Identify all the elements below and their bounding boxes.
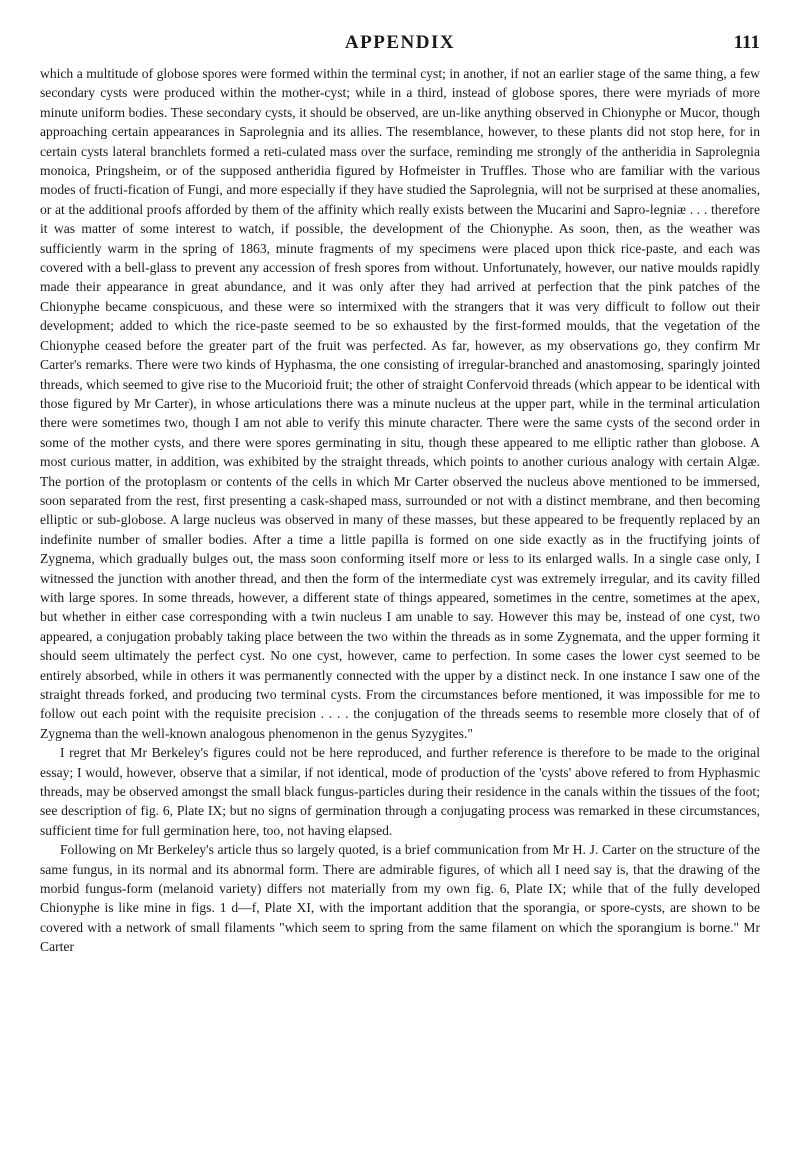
- paragraph: which a multitude of globose spores were formed within the terminal cyst; in another, if not an earlier stage of the same thing, a few secondary cysts were produced within the mother-cyst; while in a third, instead of globose spores, there were myriads of more minute uniform bodies. These secondary cysts, it should be observed, are un-like anything observed in Chionyphe or Mucor, though approaching certain appearances in Saprolegnia and its allies. The resemblance, however, to these plants did not stop here, for in certain cysts lateral branchlets formed a reti-culated mass over the surface, reminding me strongly of the antheridia in Saprolegnia monoica, Pringsheim, or of the supposed antheridia figured by Hofmeister in Truffles. Those who are familiar with the various modes of fructi-fication of Fungi, and more especially if they have studied the Saprolegnia, will not be surprised at these anomalies, or at the additional proofs afforded by them of the affinity which really exists between the Mucarini and Sapro-legniæ . . . therefore it was matter of some interest to watch, if possible, the development of the Chionyphe. As soon, then, as the weather was sufficiently warm in the spring of 1863, minute fragments of my specimens were placed upon thick rice-paste, and each was covered with a bell-glass to prevent any accession of fresh spores from without. Unfortunately, however, our native moulds rapidly made their appearance in great abundance, and it was only after they had arrived at perfection that the pink patches of the Chionyphe became conspicuous, and these were so intermixed with the strangers that it was very difficult to follow out their development; added to which the rice-paste seemed to be so exhausted by the first-formed moulds, that the vegetation of the Chionyphe ceased before the greater part of the fruit was perfected. As far, however, as my observations go, they confirm Mr Carter's remarks. There were two kinds of Hyphasma, the one consisting of irregular-branched and anastomosing, sparingly jointed threads, which seemed to give rise to the Mucorioid fruit; the other of straight Confervoid threads (which appear to be identical with those figured by Mr Carter), in whose articulations there was a minute nucleus at the upper part, while in the terminal articulation there were sometimes two, though I am not able to verify this minute character. There were the same cysts of the second order in some of the mother cysts, and there were spores germinating in situ, though these appeared to me elliptic rather than globose. A most curious matter, in addition, was exhibited by the straight threads, which points to another curious analogy with certain Algæ. The portion of the protoplasm or contents of the cells in which Mr Carter observed the nucleus above mentioned to be immersed, soon separated from the rest, first presenting a cask-shaped mass, surrounded or not with a distinct membrane, and then becoming elliptic or sub-globose. A large nucleus was observed in many of these masses, but these appeared to be frequently replaced by an indefinite number of smaller bodies. After a time a little papilla is formed on one side exactly as in the fructifying joints of Zygnema, which gradually bulges out, the mass soon conforming itself more or less to its enlarged walls. In a single case only, I witnessed the junction with another thread, and then the form of the intermediate cyst was extremely irregular, and its cavity filled with large spores. In some threads, however, a different state of things appeared, sometimes in the centre, sometimes at the apex, but whether in either case corresponding with a twin nucleus I am unable to say. However this may be, instead of one cyst, two appeared, a conjugation probably taking place between the two within the threads as in some Zygnemata, and the upper forming it should seem ultimately the perfect cyst. No one cyst, however, came to perfection. In some cases the lower cyst seemed to be entirely absorbed, while in others it was permanently connected with the upper by a distinct neck. In one instance I saw one of the straight threads forked, and producing two terminal cysts. From the circumstances before mentioned, it was impossible for me to follow out each point with the requisite precision . . . . the conjugation of the threads seems to resemble more closely that of of Zygnema than the well-known analogous phenomenon in the genus Syzygites.": [40, 66, 760, 741]
- paragraph: Following on Mr Berkeley's article thus so largely quoted, is a brief communication from Mr H. J. Carter on the structure of the same fungus, in its normal and its abnormal form. There are admirable figures, of which all I need say is, that the drawing of the morbid fungus-form (melanoid variety) differs not materially from my own fig. 6, Plate IX; while that of the fully developed Chionyphe is like mine in figs. 1 d—f, Plate XI, with the important addition that the sporangia, or spore-cysts, are shown to be covered with a network of small filaments "which seem to spring from the same filament on which the sporangium is borne." Mr Carter: [40, 842, 760, 955]
- running-title: APPENDIX: [344, 32, 456, 53]
- paragraph: I regret that Mr Berkeley's figures could not be here reproduced, and further reference is therefore to be made to the original essay; I would, however, observe that a similar, if not identical, mode of production of the 'cysts' above refered to from Hyphasmic threads, may be observed amongst the small black fungus-particles during their residence in the canals within the tissues of the foot; see description of fig. 6, Plate IX; but no signs of germination through a conjugating process was remarked in these circumstances, sufficient time for full germination here, too, not having elapsed.: [40, 745, 760, 838]
- page-number: 111: [733, 32, 760, 53]
- running-header: [40, 30, 760, 62]
- body-text: [40, 64, 760, 957]
